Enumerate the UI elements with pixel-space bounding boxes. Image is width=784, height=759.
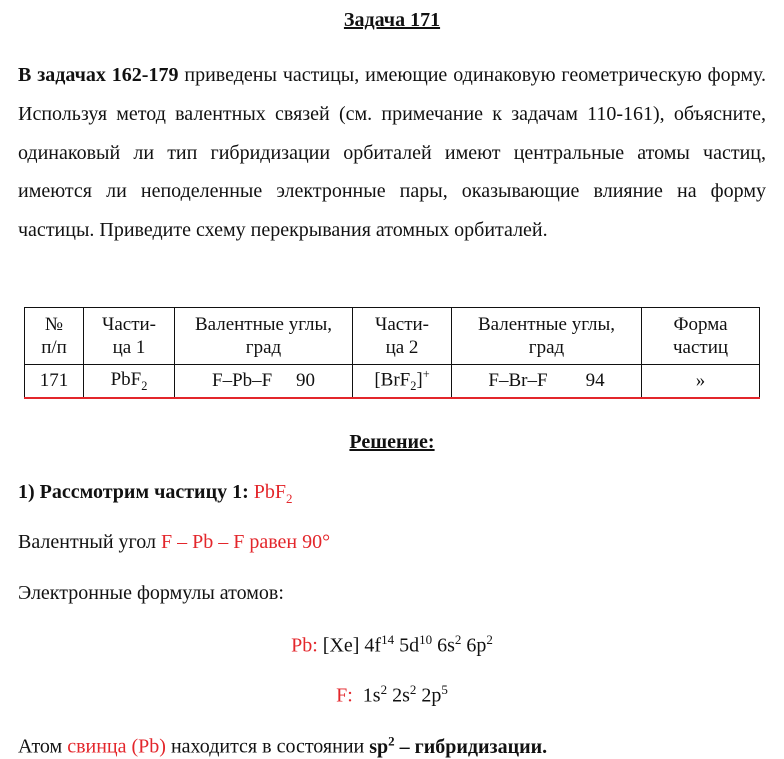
angle-value: F – Pb – F равен 90° <box>160 531 331 553</box>
step-1-heading <box>18 481 293 507</box>
task-title: Задача 171 <box>343 9 441 31</box>
task-text: приведены частицы, имеющие одинаковую геометрическую форму. Используя метод валентных связей (см. примечание к задачам 110-161), объясните, одинаковый ли тип гибридизации орбиталей имеют центральные атомы частиц, имеются ли неподеленные электронные пары, оказывающие влияние на форму частицы. Приведите схему перекрывания атомных орбиталей. <box>18 64 766 242</box>
lead-atom: свинца (Pb) <box>67 735 166 758</box>
angle-line: Валентный угол F – Pb – F равен 90° <box>18 531 331 553</box>
particles-table <box>24 307 760 399</box>
header-num: № п/п <box>25 308 84 365</box>
header-particle-2: Части- ца 2 <box>353 308 452 365</box>
step-1-label: 1) Рассмотрим частицу 1: <box>18 481 249 503</box>
cell-particle-1: PbF$_2$ <box>84 365 175 399</box>
cell-form: » <box>642 365 760 399</box>
header-particle-1: Части- ца 1 <box>84 308 175 365</box>
cell-angles-1: F–Pb–F 90 <box>175 365 353 399</box>
cell-num: 171 <box>25 365 84 399</box>
task-lead: В задачах 162-179 <box>18 64 179 86</box>
pb-electron-formula: Pb: [Xe] $4f^{14}$ $5d^{10}$ $6s^2$ $6p^2$ <box>291 632 493 657</box>
header-angles-1: Валентные углы, град <box>175 308 353 365</box>
solution-title: Решение: <box>349 431 435 453</box>
electron-formulas-title: Электронные формулы атомов: <box>18 582 284 604</box>
header-angles-2: Валентные углы, град <box>452 308 642 365</box>
hybridization-type: $sp^2$ – гибридизации. <box>369 733 548 758</box>
cell-particle-2: [BrF$_2$]+ <box>353 365 452 399</box>
table-row <box>25 365 760 399</box>
task-statement <box>18 56 766 250</box>
f-label: F: <box>336 684 353 707</box>
header-form: Форма частиц <box>642 308 760 365</box>
f-electron-formula: F: $1s^2$ $2s^2$ $2p^5$ <box>336 682 448 707</box>
cell-angles-2: F–Br–F 94 <box>452 365 642 399</box>
hybridization-line: Атом свинца (Pb) находится в состоянии $sp^2$ – гибридизации. <box>18 733 548 758</box>
pb-label: Pb: <box>291 634 318 657</box>
step-1-formula: PbF$_2$ <box>253 481 293 506</box>
table-header-row <box>25 308 760 365</box>
